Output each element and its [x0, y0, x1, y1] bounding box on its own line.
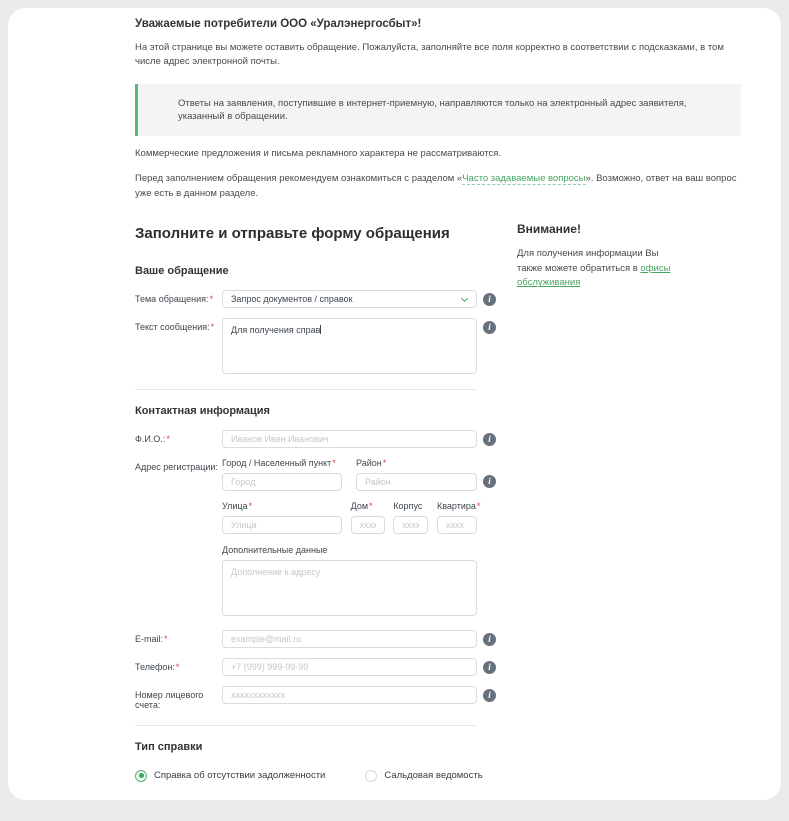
attention-text: Для получения информации Вы также можете обратиться в офисы обслуживания — [517, 248, 671, 289]
page-card — [8, 8, 781, 800]
fio-row — [135, 430, 515, 448]
fio-label: Ф.И.О.:* — [135, 433, 170, 444]
info-icon[interactable]: i — [483, 689, 496, 702]
certificate-radio-group — [135, 770, 749, 782]
fio-input[interactable] — [222, 430, 477, 448]
radio-selected-icon — [135, 770, 147, 782]
faq-text-after: ». Возможно, ответ на ваш вопрос уже есть в данном разделе. — [135, 173, 737, 199]
required-mark: * — [210, 321, 215, 332]
phone-row — [135, 658, 515, 676]
required-mark: * — [382, 457, 387, 468]
radio-label: Сальдовая ведомость — [384, 770, 483, 782]
section-divider — [135, 725, 476, 726]
info-icon[interactable]: i — [483, 321, 496, 334]
apartment-input[interactable] — [437, 516, 477, 534]
attention-panel — [517, 222, 673, 291]
required-mark: * — [369, 500, 373, 511]
chevron-down-icon — [461, 295, 468, 302]
notice-text: Ответы на заявления, поступившие в интернет-приемную, направляются только на электронный адрес заявителя, указанный в обращении. — [178, 97, 687, 122]
topic-label: Тема обращения:* — [135, 293, 214, 304]
house-input[interactable] — [351, 516, 385, 534]
email-input[interactable] — [222, 630, 477, 648]
district-label: Район* — [356, 457, 387, 468]
account-label: Номер лицевого счета: — [135, 689, 204, 710]
faq-link[interactable]: Часто задаваемые вопросы — [462, 173, 586, 185]
commercial-text: Коммерческие предложения и письма рекламного характера не рассматриваются. — [135, 148, 502, 160]
topic-row — [135, 290, 515, 308]
info-icon[interactable]: i — [483, 293, 496, 306]
address-label: Адрес регистрации: — [135, 461, 218, 472]
message-row — [135, 318, 515, 374]
building-input[interactable] — [393, 516, 428, 534]
building-label: Корпус — [393, 500, 423, 511]
city-input[interactable] — [222, 473, 342, 491]
info-icon[interactable]: i — [483, 633, 496, 646]
notice-box — [135, 84, 741, 137]
intro-text: На этой странице вы можете оставить обращение. Пожалуйста, заполняйте все поля корректно в соответствии с подсказками, в том числе адрес электронной почты. — [135, 42, 724, 68]
contact-section-title: Контактная информация — [135, 404, 270, 417]
radio-label: Справка об отсутствии задолженности — [154, 770, 326, 782]
house-label: Дом* — [350, 500, 373, 511]
required-mark: * — [332, 457, 336, 468]
district-input[interactable] — [356, 473, 477, 491]
radio-option-no-debt[interactable] — [135, 770, 325, 782]
info-icon[interactable]: i — [483, 433, 496, 446]
additional-textarea[interactable] — [222, 560, 477, 616]
additional-placeholder: Дополнение к адресу — [231, 566, 321, 577]
intro-title: Уважаемые потребители ООО «Уралэнергосбыт»! — [135, 18, 422, 30]
appeal-section-title: Ваше обращение — [135, 264, 229, 277]
faq-paragraph — [135, 172, 741, 201]
service-offices-link[interactable]: офисы обслуживания — [517, 262, 671, 289]
required-mark: * — [209, 293, 214, 304]
phone-label: Телефон:* — [135, 661, 180, 672]
attention-title: Внимание! — [517, 222, 581, 236]
topic-select[interactable] — [222, 290, 477, 308]
street-label: Улица* — [222, 500, 253, 511]
phone-input[interactable] — [222, 658, 477, 676]
city-label: Город / Населенный пункт* — [222, 457, 336, 468]
faq-text-before: Перед заполнением обращения рекомендуем ознакомиться с разделом « — [135, 173, 463, 185]
section-divider — [135, 805, 476, 806]
topic-select-value: Запрос документов / справок — [231, 293, 353, 304]
required-mark: * — [164, 633, 168, 644]
account-row — [135, 686, 515, 710]
message-textarea[interactable] — [222, 318, 477, 374]
required-mark: * — [248, 500, 253, 511]
required-mark: * — [476, 500, 481, 511]
radio-unselected-icon — [365, 770, 377, 782]
email-row — [135, 630, 515, 648]
form-heading: Заполните и отправьте форму обращения — [135, 224, 450, 242]
message-text: Для получения справ — [231, 324, 321, 335]
info-icon[interactable]: i — [483, 661, 496, 674]
required-mark: * — [175, 661, 180, 672]
address-row — [135, 458, 515, 616]
street-input[interactable] — [222, 516, 342, 534]
text-caret — [320, 325, 321, 334]
required-mark: * — [166, 433, 170, 444]
radio-option-saldo[interactable] — [365, 770, 482, 782]
message-label: Текст сообщения:* — [135, 321, 215, 332]
additional-label: Дополнительные данные — [222, 544, 328, 555]
certificate-section-title: Тип справки — [135, 740, 203, 753]
email-label: E-mail:* — [135, 633, 168, 644]
section-divider — [135, 389, 476, 390]
info-icon[interactable]: i — [483, 475, 496, 488]
apartment-label: Квартира* — [436, 500, 481, 511]
account-input[interactable] — [222, 686, 477, 704]
